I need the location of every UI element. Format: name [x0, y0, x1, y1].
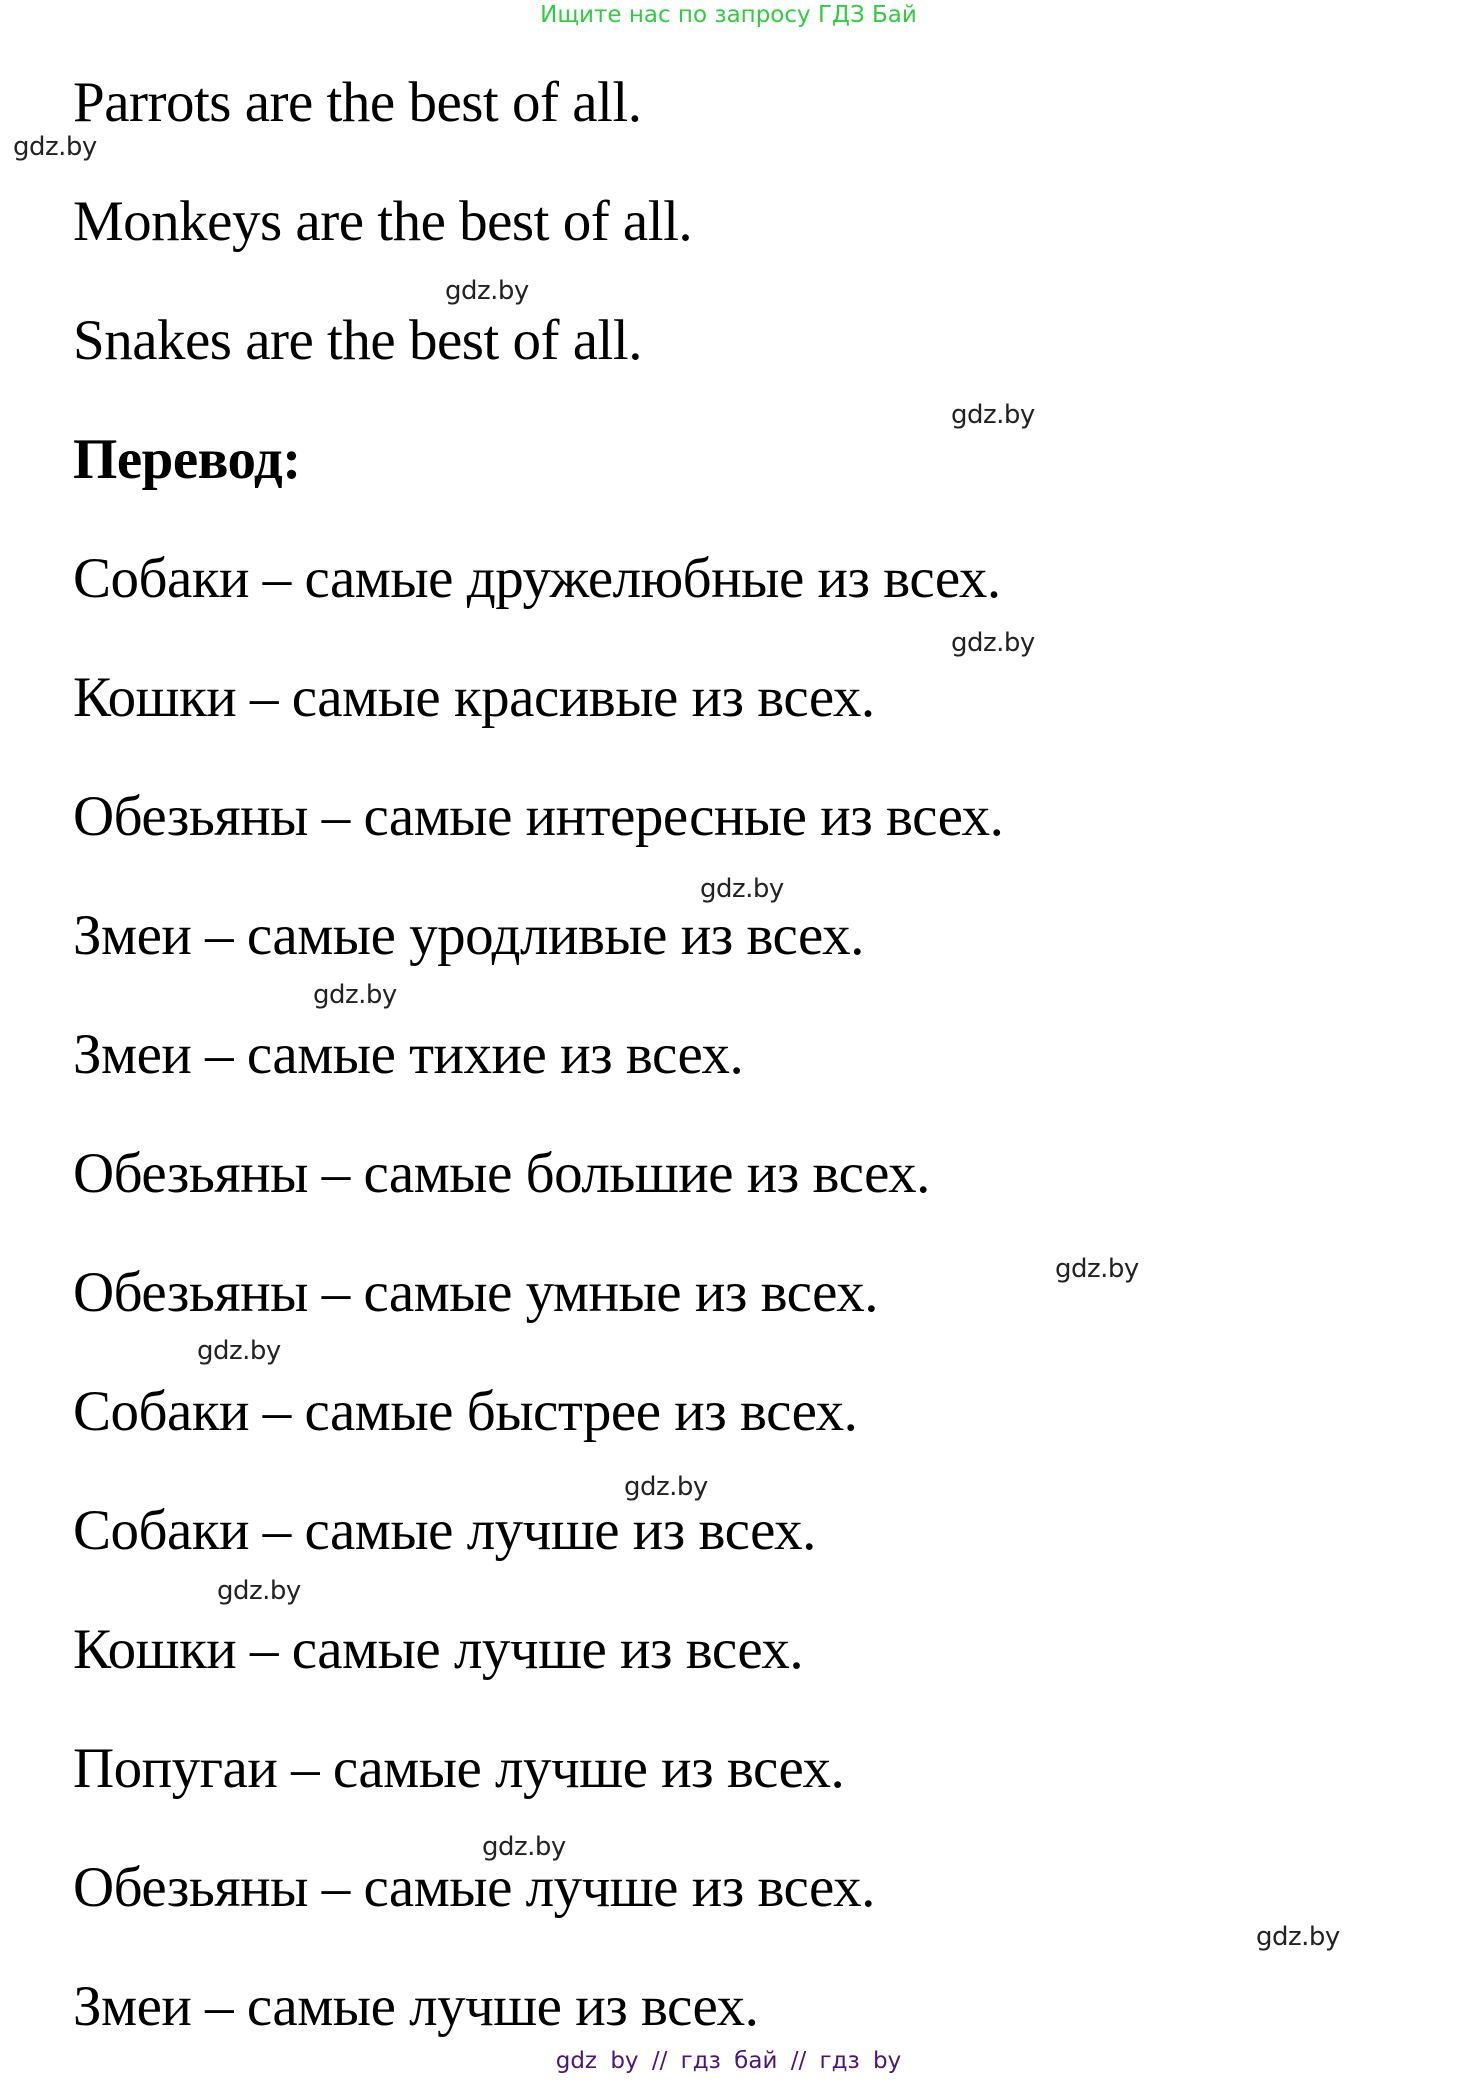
english-line: Snakes are the best of all. [73, 309, 642, 372]
watermark: gdz.by [700, 874, 784, 904]
watermark: gdz.by [13, 132, 97, 162]
watermark: gdz.by [1055, 1254, 1139, 1284]
translation-line: Змеи – самые лучше из всех. [73, 1975, 759, 2038]
watermark: gdz.by [1256, 1922, 1340, 1952]
watermark: gdz.by [217, 1576, 301, 1606]
watermark: gdz.by [951, 628, 1035, 658]
translation-line: Кошки – самые лучше из всех. [73, 1618, 804, 1681]
watermark: gdz.by [951, 400, 1035, 430]
watermark: gdz.by [624, 1472, 708, 1502]
translation-line: Обезьяны – самые интересные из всех. [73, 785, 1004, 848]
translation-line: Собаки – самые дружелюбные из всех. [73, 547, 1001, 610]
translation-line: Собаки – самые быстрее из всех. [73, 1380, 858, 1443]
translation-line: Змеи – самые тихие из всех. [73, 1023, 744, 1086]
watermark: gdz.by [313, 980, 397, 1010]
watermark: gdz.by [445, 276, 529, 306]
translation-line: Обезьяны – самые лучше из всех. [73, 1856, 875, 1919]
translation-line: Обезьяны – самые большие из всех. [73, 1142, 930, 1205]
watermark: gdz.by [197, 1336, 281, 1366]
english-line: Monkeys are the best of all. [73, 190, 693, 253]
translation-line: Собаки – самые лучше из всех. [73, 1499, 816, 1562]
translation-heading: Перевод: [73, 428, 301, 491]
translation-line: Змеи – самые уродливые из всех. [73, 904, 864, 967]
search-banner: Ищите нас по запросу ГДЗ Бай [540, 2, 917, 28]
watermark: gdz.by [482, 1832, 566, 1862]
translation-line: Попугаи – самые лучше из всех. [73, 1737, 845, 1800]
translation-line: Кошки – самые красивые из всех. [73, 666, 875, 729]
english-line: Parrots are the best of all. [73, 71, 642, 134]
translation-line: Обезьяны – самые умные из всех. [73, 1261, 878, 1324]
footer-watermark: gdz by // гдз бай // гдз by [555, 2048, 902, 2074]
